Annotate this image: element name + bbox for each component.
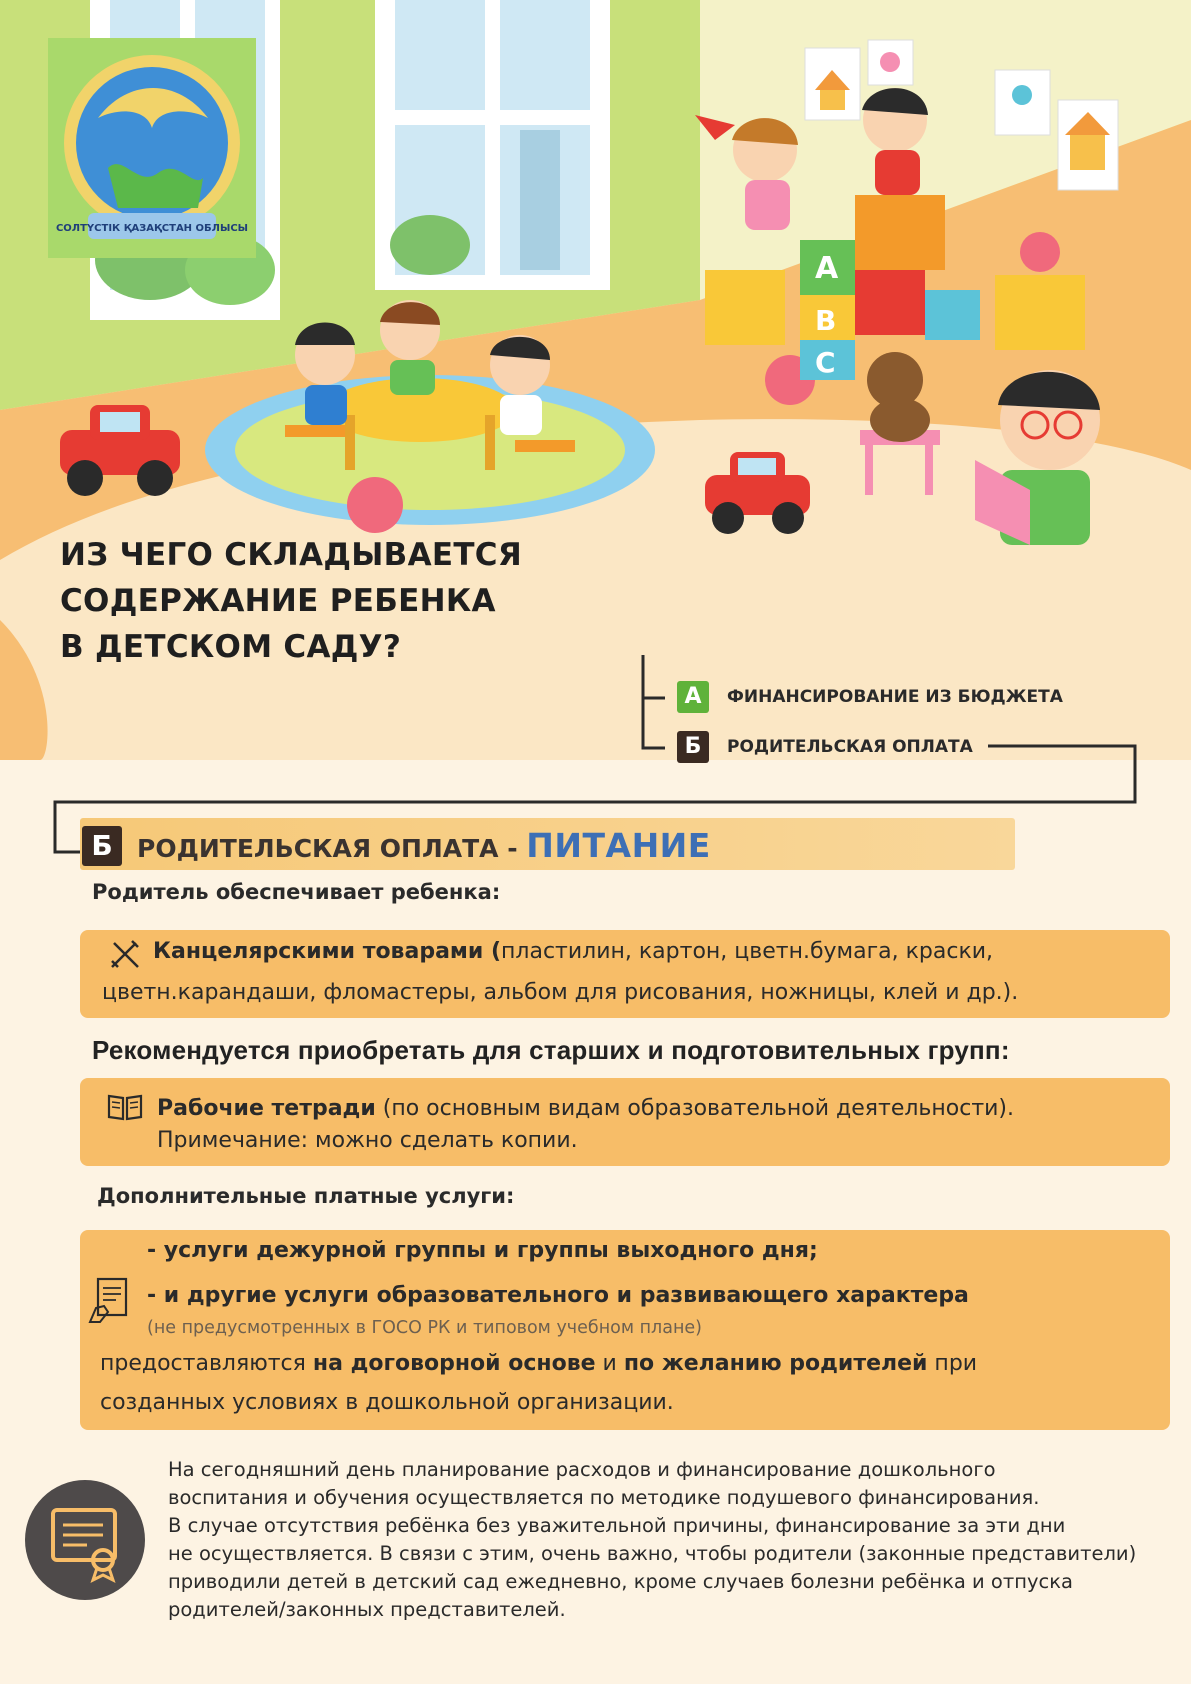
recommended-line-1: Рабочие тетради (по основным видам образовательной деятельности). — [157, 1096, 1015, 1121]
provides-line-1: Канцелярскими товарами (пластилин, картон, цветн.бумага, краски, — [153, 939, 994, 964]
section-title-text: РОДИТЕЛЬСКАЯ ОПЛАТА - — [137, 834, 527, 863]
open-book-icon — [106, 1092, 144, 1127]
option-b-label: РОДИТЕЛЬСКАЯ ОПЛАТА — [727, 737, 973, 757]
footer-note-line: В случае отсутствия ребёнка без уважительной причины, финансирование за эти дни — [168, 1514, 1066, 1537]
title-line-1: ИЗ ЧЕГО СКЛАДЫВАЕТСЯ — [60, 537, 523, 573]
section-badge: Б — [82, 826, 122, 866]
footer-note-line: На сегодняшний день планирование расходов и финансирование дошкольного — [168, 1458, 996, 1481]
provides-line-2: цветн.карандаши, фломастеры, альбом для рисования, ножницы, клей и др.). — [102, 980, 1019, 1005]
title-line-3: В ДЕТСКОМ САДУ? — [60, 629, 402, 665]
additional-line-3: (не предусмотренных в ГОСО РК и типовом учебном плане) — [147, 1318, 703, 1338]
footer-note-line: родителей/законных представителей. — [168, 1598, 566, 1621]
pencil-ruler-icon — [108, 937, 142, 976]
provides-heading: Родитель обеспечивает ребенка: — [92, 880, 501, 904]
option-a-label: ФИНАНСИРОВАНИЕ ИЗ БЮДЖЕТА — [727, 687, 1063, 707]
additional-heading: Дополнительные платные услуги: — [97, 1184, 515, 1208]
certificate-icon — [25, 1480, 145, 1600]
svg-text:B: B — [815, 304, 837, 337]
section-title — [137, 826, 711, 865]
title-line-2: СОДЕРЖАНИЕ РЕБЕНКА — [60, 583, 496, 619]
option-b-badge: Б — [677, 731, 709, 763]
footer-note-line: не осуществляется. В связи с этим, очень важно, чтобы родители (законные представители) — [168, 1542, 1137, 1565]
option-a-badge: А — [677, 681, 709, 713]
footer-note — [168, 1456, 1136, 1624]
additional-line-5: созданных условиях в дошкольной организации. — [100, 1390, 674, 1415]
section-title-highlight: ПИТАНИЕ — [526, 826, 711, 865]
svg-text:СОЛТҮСТІК ҚАЗАҚСТАН ОБЛЫСЫ: СОЛТҮСТІК ҚАЗАҚСТАН ОБЛЫСЫ — [55, 223, 249, 234]
footer-note-line: воспитания и обучения осуществляется по методике подушевого финансирования. — [168, 1486, 1040, 1509]
additional-line-1: - услуги дежурной группы и группы выходного дня; — [147, 1238, 818, 1263]
footer-note-line: приводили детей в детский сад ежедневно, кроме случаев болезни ребёнка и отпуска — [168, 1570, 1073, 1593]
additional-line-4: предоставляются на договорной основе и по желанию родителей при — [100, 1351, 978, 1376]
svg-text:A: A — [815, 251, 839, 286]
contract-hand-icon — [88, 1276, 134, 1331]
additional-line-2: - и другие услуги образовательного и развивающего характера — [147, 1283, 969, 1308]
recommended-note: Примечание: можно сделать копии. — [157, 1128, 578, 1153]
svg-text:C: C — [815, 346, 836, 379]
recommended-heading: Рекомендуется приобретать для старших и подготовительных групп: — [92, 1035, 1010, 1065]
